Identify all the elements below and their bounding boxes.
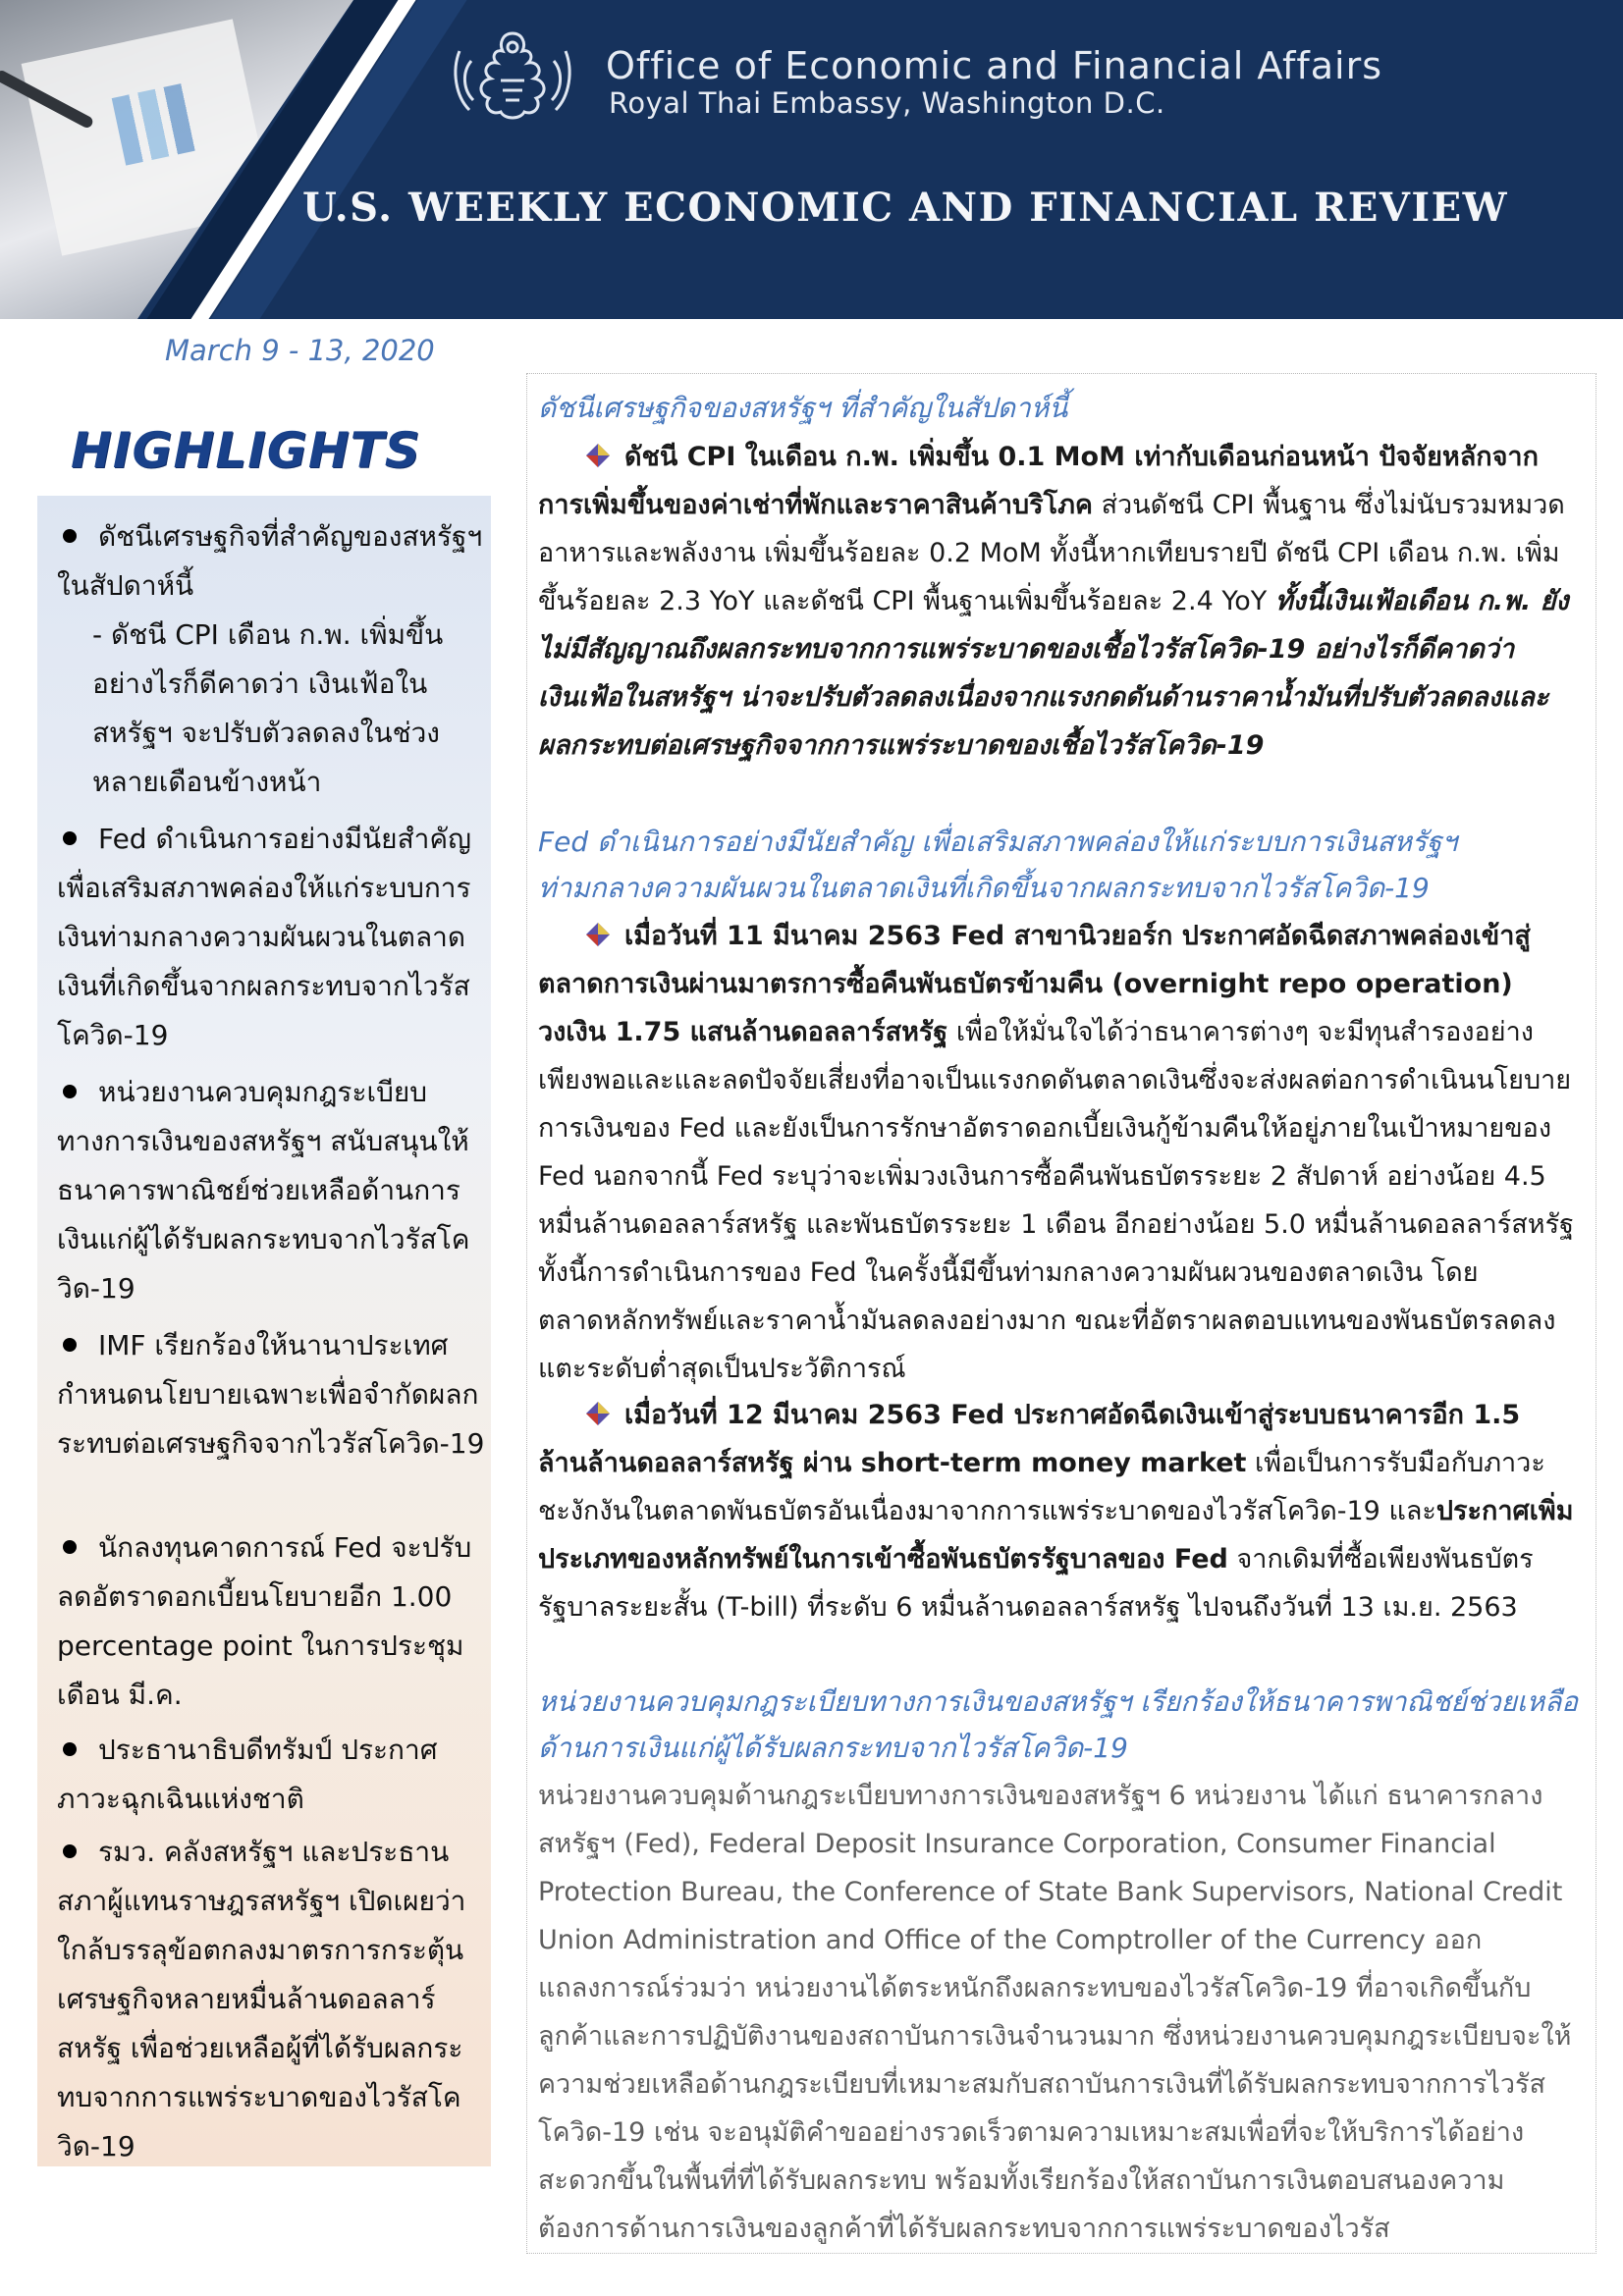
highlight-item: รมว. คลังสหรัฐฯ และประธานสภาผู้แทนราษฎรสหรัฐฯ เปิดเผยว่าใกล้บรรลุข้อตกลงมาตรการกระตุ้นเศรษฐกิจหลายหมื่นล้านดอลลาร์สหรัฐ เพื่อช่วยเหลือผู้ที่ได้รับผลกระทบจากการแพร่ระบาดของไวรัสโควิด-19 [57,1836,466,2163]
highlight-item: ดัชนีเศรษฐกิจที่สำคัญของสหรัฐฯ ในสัปดาห์นี้ [57,520,483,602]
report-date: March 9 - 13, 2020 [165,334,435,367]
highlight-item: Fed ดำเนินการอย่างมีนัยสำคัญ เพื่อเสริมสภาพคล่องให้แก่ระบบการเงินท่ามกลางความผันผวนในตลาดเงินที่เกิดขึ้นจากผลกระทบจากไวรัสโควิด-19 [57,823,471,1051]
bullet-icon [63,529,77,543]
bullet-icon [63,1085,77,1098]
bullet-icon [63,1338,77,1352]
section-paragraph: ดัชนี CPI ในเดือน ก.พ. เพิ่มขึ้น 0.1 MoM เท่ากับเดือนก่อนหน้า ปัจจัยหลักจากการเพิ่มขึ้นของค่าเช่าที่พักและราคาสินค้าบริโภค ส่วนดัชนี CPI พื้นฐาน ซึ่งไม่นับรวมหมวดอาหารและพลังงาน เพิ่มขึ้นร้อยละ 0.2 MoM ทั้งนี้หากเทียบรายปี ดัชนี CPI เดือน ก.พ. เพิ่มขึ้นร้อยละ 2.3 YoY และดัชนี CPI พื้นฐานเพิ่มขึ้นร้อยละ 2.4 YoY ทั้งนี้เงินเฟ้อเดือน ก.พ. ยังไม่มีสัญญาณถึงผลกระทบจากการแพร่ระบาดของเชื้อไวรัสโควิด-19 อย่างไรก็ดีคาดว่าเงินเฟ้อในสหรัฐฯ น่าจะปรับตัวลดลงเนื่องจากแรงกดดันด้านราคาน้ำมันที่ปรับตัวลดลงและผลกระทบต่อเศรษฐกิจจากการแพร่ระบาดของเชื้อไวรัสโควิด-19 [538,442,1569,761]
bullet-icon [63,1540,77,1554]
embassy-subtitle: Royal Thai Embassy, Washington D.C. [609,86,1165,120]
highlight-item: หน่วยงานควบคุมกฎระเบียบทางการเงินของสหรัฐฯ สนับสนุนให้ธนาคารพาณิชย์ช่วยเหลือด้านการเงินแก่ผู้ได้รับผลกระทบจากไวรัสโควิด-19 [57,1076,470,1305]
header-banner [0,0,1623,319]
bullet-icon [63,831,77,845]
highlights-title: HIGHLIGHTS [71,422,421,479]
section-paragraph: หน่วยงานควบคุมด้านกฎระเบียบทางการเงินของสหรัฐฯ 6 หน่วยงาน ได้แก่ ธนาคารกลางสหรัฐฯ (Fed), Federal Deposit Insurance Corporation, Consumer Financial Protection Bureau, the Conference of State Bank Supervisors, National Credit Union Administration and Office of the Comptroller of the Currency ออกแถลงการณ์ร่วมว่า หน่วยงานได้ตระหนักถึงผลกระทบของไวรัสโควิด-19 ที่อาจเกิดขึ้นกับลูกค้าและการปฏิบัติงานของสถาบันการเงินจำนวนมาก ซึ่งหน่วยงานควบคุมกฎระเบียบจะให้ความช่วยเหลือด้านกฎระเบียบที่เหมาะสมกับสถาบันการเงินที่ได้รับผลกระทบจากการไวรัสโควิด-19 เช่น จะอนุมัติคำขออย่างรวดเร็วตามความเหมาะสมเพื่อที่จะให้บริการได้อย่างสะดวกขึ้นในพื้นที่ที่ได้รับผลกระทบ พร้อมทั้งเรียกร้องให้สถาบันการเงินตอบสนองความต้องการด้านการเงินของลูกค้าที่ได้รับผลกระทบจากการแพร่ระบาดของไวรัส [538,1781,1572,2244]
highlight-item: ประธานาธิบดีทรัมป์ ประกาศภาวะฉุกเฉินแห่งชาติ [57,1734,438,1815]
section-heading: ดัชนีเศรษฐกิจของสหรัฐฯ ที่สำคัญในสัปดาห์นี้ [538,392,1068,424]
garuda-emblem-icon [452,22,574,130]
section-paragraph: เมื่อวันที่ 11 มีนาคม 2563 Fed สาขานิวยอร์ก ประกาศอัดฉีดสภาพคล่องเข้าสู่ตลาดการเงินผ่านมาตรการซื้อคืนพันธบัตรข้ามคืน (overnight repo operation) วงเงิน 1.75 แสนล้านดอลลาร์สหรัฐ เพื่อให้มั่นใจได้ว่าธนาคารต่างๆ จะมีทุนสำรองอย่างเพียงพอและและลดปัจจัยเสี่ยงที่อาจเป็นแรงกดดันตลาดเงินซึ่งจะส่งผลต่อการดำเนินนโยบายการเงินของ Fed และยังเป็นการรักษาอัตราดอกเบี้ยเงินกู้ข้ามคืนให้อยู่ภายในเป้าหมายของ Fed นอกจากนี้ Fed ระบุว่าจะเพิ่มวงเงินการซื้อคืนพันธบัตรระยะ 2 สัปดาห์ อย่างน้อย 4.5 หมื่นล้านดอลลาร์สหรัฐ และพันธบัตรระยะ 1 เดือน อีกอย่างน้อย 5.0 หมื่นล้านดอลลาร์สหรัฐ ทั้งนี้การดำเนินการของ Fed ในครั้งนี้มีขึ้นท่ามกลางความผันผวนของตลาดเงิน โดยตลาดหลักทรัพย์และราคาน้ำมันลดลงอย่างมาก ขณะที่อัตราผลตอบแทนของพันธบัตรลดลงแตะระดับต่ำสุดเป็นประวัติการณ์ [538,921,1574,1384]
bullet-icon [63,1742,77,1756]
diamond-bullet-icon [585,922,611,947]
report-title: U.S. WEEKLY ECONOMIC AND FINANCIAL REVIEW [302,185,1508,231]
section-heading: หน่วยงานควบคุมกฎระเบียบทางการเงินของสหรัฐฯ เรียกร้องให้ธนาคารพาณิชย์ช่วยเหลือด้านการเงินแก่ผู้ได้รับผลกระทบจากไวรัสโควิด-19 [538,1685,1579,1764]
section-paragraph: เมื่อวันที่ 12 มีนาคม 2563 Fed ประกาศอัดฉีดเงินเข้าสู่ระบบธนาคารอีก 1.5 ล้านล้านดอลลาร์สหรัฐ ผ่าน short-term money market เพื่อเป็นการรับมือกับภาวะชะงักงันในตลาดพันธบัตรอันเนื่องมาจากการแพร่ระบาดของไวรัสโควิด-19 และประกาศเพิ่มประเภทของหลักทรัพย์ในการเข้าซื้อพันธบัตรรัฐบาลของ Fed จากเดิมที่ซื้อเพียงพันธบัตรรัฐบาลระยะสั้น (T-bill) ที่ระดับ 6 หมื่นล้านดอลลาร์สหรัฐ ไปจนถึงวันที่ 13 เม.ย. 2563 [538,1400,1574,1623]
section-heading: Fed ดำเนินการอย่างมีนัยสำคัญ เพื่อเสริมสภาพคล่องให้แก่ระบบการเงินสหรัฐฯ ท่ามกลางความผันผวนในตลาดเงินที่เกิดขึ้นจากผลกระทบจากไวรัสโควิด-19 [538,826,1458,904]
diamond-bullet-icon [585,1401,611,1426]
highlight-item: IMF เรียกร้องให้นานาประเทศกำหนดนโยบายเฉพาะเพื่อจำกัดผลกระทบต่อเศรษฐกิจจากไวรัสโควิด-19 [57,1329,485,1460]
diamond-bullet-icon [585,443,611,468]
highlight-item: นักลงทุนคาดการณ์ Fed จะปรับลดอัตราดอกเบี้ยนโยบายอีก 1.00 percentage point ในการประชุมเดือน มี.ค. [57,1531,472,1711]
office-title: Office of Economic and Financial Affairs [606,44,1383,87]
bullet-icon [63,1844,77,1858]
highlight-subitem: - ดัชนี CPI เดือน ก.พ. เพิ่มขึ้น อย่างไรก็ดีคาดว่า เงินเฟ้อในสหรัฐฯ จะปรับตัวลดลงในช่วงหลายเดือนข้างหน้า [92,618,444,798]
